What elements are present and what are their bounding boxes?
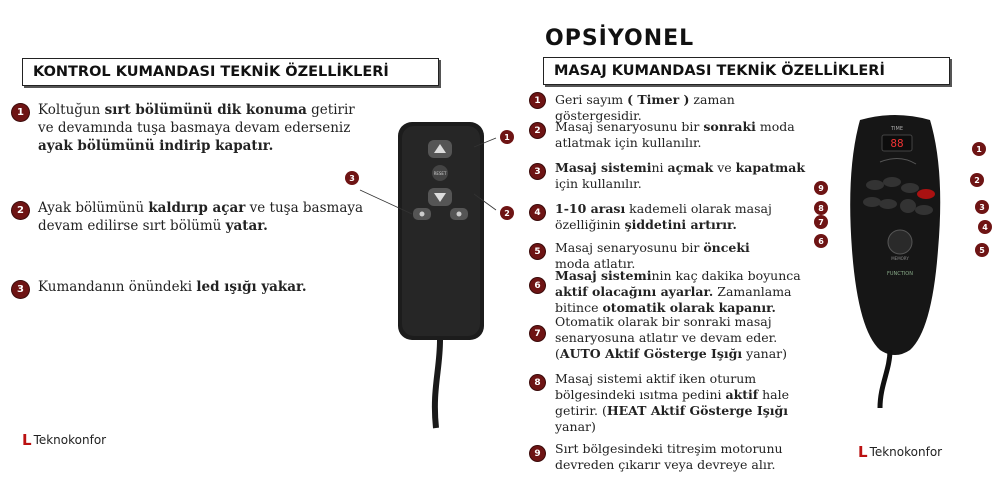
right-callout-2: 2 xyxy=(970,173,984,187)
right-callout-5: 5 xyxy=(975,243,989,257)
left-callout-2: 2 xyxy=(500,206,514,220)
memory-label: MEMORY xyxy=(891,256,909,261)
left-item-text: Koltuğun sırt bölümünü dik konuma getirir ve devamında tuşa basmaya devam ederseniz ayak bölümünü indirip kapatır. xyxy=(38,102,355,154)
brand-mark-icon: ꓡ xyxy=(22,431,32,449)
right-callout-9: 9 xyxy=(814,181,828,195)
right-item-number: 6 xyxy=(530,278,545,293)
right-item-text: Sırt bölgesindeki titreşim motorunu devreden çıkarır veya devreye alır. xyxy=(555,441,783,472)
brand-logo-right xyxy=(858,443,942,461)
left-callout-1: 1 xyxy=(500,130,514,144)
left-item-text: Ayak bölümünü kaldırıp açar ve tuşa basmaya devam edilirse sırt bölümü yatar. xyxy=(38,200,364,234)
right-callout-6: 6 xyxy=(814,234,828,248)
right-item-number: 8 xyxy=(530,375,545,390)
left-callout-3: 3 xyxy=(345,171,359,185)
right-item-text: Geri sayım ( Timer ) zaman göstergesidir. xyxy=(555,92,735,123)
right-item-text: Masaj sistemini açmak ve kapatmak için kullanılır. xyxy=(555,160,805,191)
brand-mark-icon: ꓡ xyxy=(858,443,868,461)
massage-remote-illustration xyxy=(820,110,970,410)
brand-name: Teknokonfor xyxy=(33,433,107,447)
timer-display: 88 xyxy=(890,137,904,150)
right-callout-1: 1 xyxy=(972,142,986,156)
bed-remote-illustration xyxy=(340,110,520,430)
right-item-number: 1 xyxy=(530,93,545,108)
right-item-text: Otomatik olarak bir sonraki masaj senaryosuna atlatır ve devam eder. (AUTO Aktif Gösterge Işığı yanar) xyxy=(555,314,788,361)
right-item-text: Masaj sisteminin kaç dakika boyunca aktif olacağını ayarlar. Zamanlama bitince otomatik olarak kapanır. xyxy=(555,268,801,315)
right-item-number: 3 xyxy=(530,164,545,179)
right-callout-4: 4 xyxy=(978,220,992,234)
right-item-number: 4 xyxy=(530,205,545,220)
left-item-number: 1 xyxy=(12,104,29,121)
right-item-text: Masaj sistemi aktif iken oturum bölgesindeki ısıtma pedini aktif hale getirir. (HEAT Aktif Gösterge Işığı yanar) xyxy=(555,371,790,434)
left-item-number: 2 xyxy=(12,202,29,219)
brand-name: Teknokonfor xyxy=(869,445,943,459)
right-item-text: 1-10 arası kademeli olarak masaj özelliğinin şiddetini artırır. xyxy=(555,201,772,232)
right-item-number: 7 xyxy=(530,326,545,341)
optional-heading: OPSİYONEL xyxy=(545,26,695,51)
right-item-text: Masaj senaryosunu bir önceki moda atlatır. xyxy=(555,240,750,271)
timer-label: TIME xyxy=(890,126,904,132)
brand-logo-left xyxy=(22,431,106,449)
reset-label: RESET xyxy=(433,171,447,176)
right-title-box xyxy=(543,57,950,85)
right-item-number: 5 xyxy=(530,244,545,259)
right-callout-3: 3 xyxy=(975,200,989,214)
right-callout-7: 7 xyxy=(814,215,828,229)
left-title: KONTROL KUMANDASI TEKNİK ÖZELLİKLERİ xyxy=(33,64,389,80)
left-item-number: 3 xyxy=(12,281,29,298)
right-item-number: 2 xyxy=(530,123,545,138)
right-callout-8: 8 xyxy=(814,201,828,215)
right-title: MASAJ KUMANDASI TEKNİK ÖZELLİKLERİ xyxy=(554,63,885,79)
right-item-text: Masaj senaryosunu bir sonraki moda atlatmak için kullanılır. xyxy=(555,119,795,150)
function-label: FUNCTION xyxy=(887,271,913,277)
right-item-number: 9 xyxy=(530,446,545,461)
left-item-text: Kumandanın önündeki led ışığı yakar. xyxy=(38,279,307,295)
left-title-box xyxy=(22,58,439,86)
